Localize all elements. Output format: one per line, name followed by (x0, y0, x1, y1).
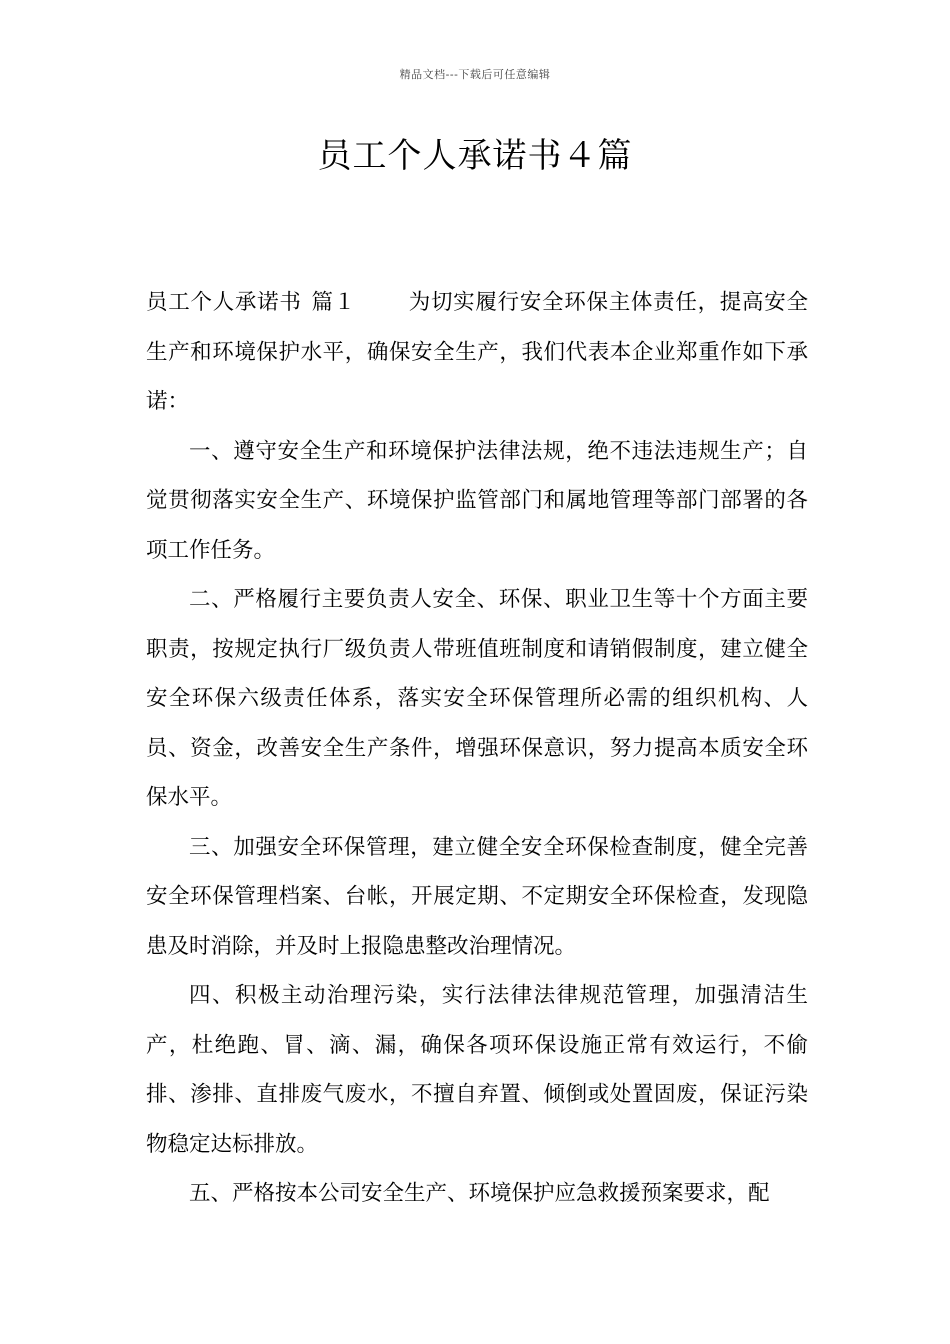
section-number: 篇１ (311, 290, 356, 315)
paragraph-2: 二、严格履行主要负责人安全、环保、职业卫生等十个方面主要职责，按规定执行厂级负责人带班值班制度和请销假制度，建立健全安全环保六级责任体系，落实安全环保管理所必需的组织机构、人员、资金，改善安全生产条件，增强环保意识，努力提高本质安全环保水平。 (146, 587, 808, 810)
paragraph-5: 五、严格按本公司安全生产、环境保护应急救援预案要求，配 (189, 1181, 770, 1206)
document-title: 员工个人承诺书４篇 (317, 136, 633, 176)
section-label: 员工个人承诺书 (146, 290, 302, 315)
document-body (146, 278, 808, 1219)
paragraph-3: 三、加强安全环保管理，建立健全安全环保检查制度，健全完善安全环保管理档案、台帐，开展定期、不定期安全环保检查，发现隐患及时消除，并及时上报隐患整改治理情况。 (146, 834, 808, 959)
intro-text: 为切实履行安全环保主体责任，提高安全生产和环境保护水平，确保安全生产，我们代表本企业郑重作如下承诺： (146, 290, 808, 414)
paragraph-1: 一、遵守安全生产和环境保护法律法规，绝不违法违规生产；自觉贯彻落实安全生产、环境保护监管部门和属地管理等部门部署的各项工作任务。 (146, 438, 808, 563)
paragraph-4: 四、积极主动治理污染，实行法律法律规范管理，加强清洁生产，杜绝跑、冒、滴、漏，确保各项环保设施正常有效运行，不偷排、渗排、直排废气废水，不擅自弃置、倾倒或处置固废，保证污染物稳定达标排放。 (146, 983, 808, 1157)
intro-paragraph (146, 278, 808, 427)
header-note: 精品文档---下载后可任意编辑 (399, 68, 551, 81)
